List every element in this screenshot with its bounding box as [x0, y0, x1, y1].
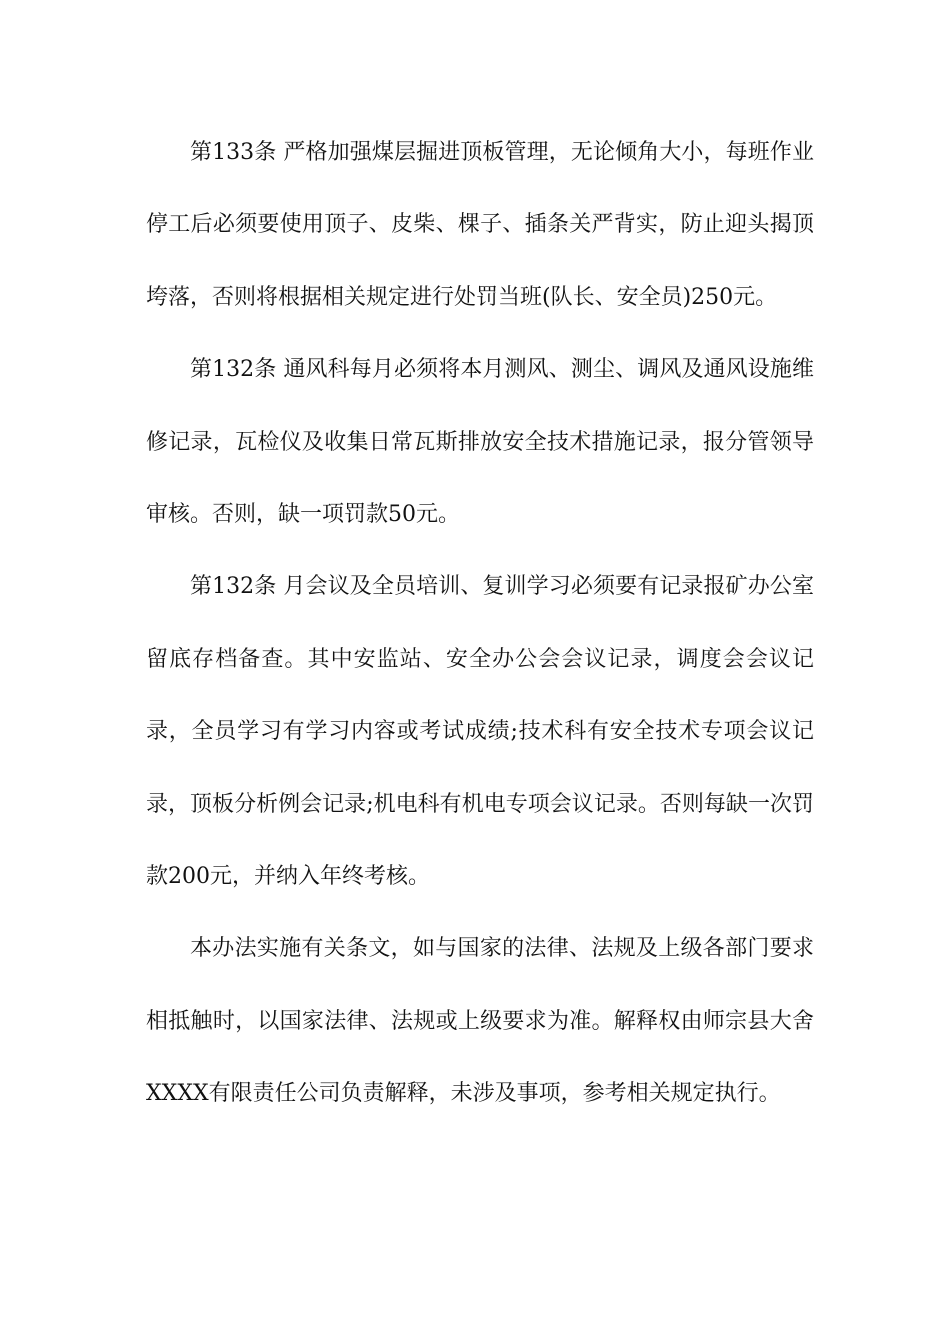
article-132-ventilation-paragraph: 第132条 通风科每月必须将本月测风、测尘、调风及通风设施维修记录，瓦检仪及收集日常瓦斯排放安全技术措施记录，报分管领导审核。否则，缺一项罚款50元。: [146, 357, 814, 528]
article-133-paragraph: 第133条 严格加强煤层掘进顶板管理，无论倾角大小，每班作业停工后必须要使用顶子、皮柴、棵子、插条关严背实，防止迎头揭顶垮落，否则将根据相关规定进行处罚当班(队长、安全员)250元。: [146, 140, 814, 310]
article-132-meeting-paragraph: 第132条 月会议及全员培训、复训学习必须要有记录报矿办公室留底存档备查。其中安监站、安全办公会会议记录，调度会会议记录，全员学习有学习内容或考试成绩;技术科有安全技术专项会议记录，顶板分析例会记录;机电科有机电专项会议记录。否则每缺一次罚款200元，并纳入年终考核。: [146, 574, 814, 890]
document-body: [146, 117, 814, 1131]
closing-paragraph: 本办法实施有关条文，如与国家的法律、法规及上级各部门要求相抵触时，以国家法律、法规或上级要求为准。解释权由师宗县大舍XXXX有限责任公司负责解释，未涉及事项，参考相关规定执行。: [146, 936, 814, 1107]
